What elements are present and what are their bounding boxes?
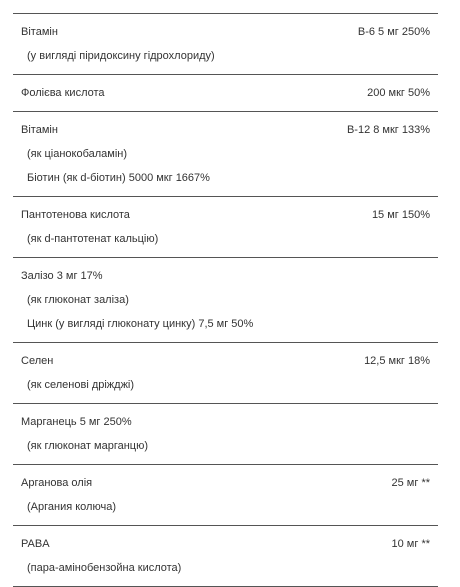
nutrient-label: Вітамін: [21, 124, 58, 136]
table-row: [13, 75, 438, 112]
row-main-line: [13, 410, 438, 434]
row-detail-line: [13, 142, 438, 166]
supplement-facts-table: [13, 13, 438, 587]
nutrient-label: (як глюконат марганцю): [27, 440, 148, 452]
nutrient-label: Селен: [21, 355, 54, 367]
row-detail-line: [13, 373, 438, 397]
row-detail-line: [13, 166, 438, 190]
nutrient-label: (Аргания колюча): [27, 501, 116, 513]
nutrient-label: (у вигляді піридоксину гідрохлориду): [27, 50, 215, 62]
row-main-line: [13, 118, 438, 142]
nutrient-label: Арганова олія: [21, 477, 93, 489]
nutrient-amount: 10 мг **: [391, 538, 430, 550]
row-main-line: [13, 81, 438, 105]
row-detail-line: [13, 288, 438, 312]
table-row: [13, 526, 438, 587]
nutrient-amount: B-12 8 мкг 133%: [346, 124, 430, 136]
nutrient-amount: 15 мг 150%: [371, 209, 430, 221]
row-detail-line: [13, 227, 438, 251]
row-detail-line: [13, 495, 438, 519]
nutrient-label: (як d-пантотенат кальцію): [27, 233, 159, 245]
row-detail-line: [13, 434, 438, 458]
row-detail-line: [13, 312, 438, 336]
row-main-line: [13, 20, 438, 44]
nutrient-label: Пантотенова кислота: [21, 209, 130, 221]
row-main-line: [13, 349, 438, 373]
nutrient-amount: 200 мкг 50%: [367, 87, 430, 99]
nutrient-label: (як ціанокобаламін): [27, 148, 128, 160]
nutrient-label: Марганець 5 мг 250%: [21, 416, 132, 428]
row-main-line: [13, 532, 438, 556]
nutrient-label: Біотин (як d-біотин) 5000 мкг 1667%: [27, 172, 210, 184]
nutrient-label: (пара-амінобензойна кислота): [27, 562, 182, 574]
table-row: [13, 197, 438, 258]
nutrient-label: (як селенові дріжджі): [27, 379, 135, 391]
nutrient-amount: B-6 5 мг 250%: [357, 26, 430, 38]
table-row: [13, 13, 438, 75]
nutrient-label: Фолієва кислота: [21, 87, 105, 99]
table-row: [13, 343, 438, 404]
table-row: [13, 112, 438, 197]
nutrient-amount: 12,5 мкг 18%: [364, 355, 430, 367]
row-detail-line: [13, 556, 438, 580]
nutrient-label: Вітамін: [21, 26, 58, 38]
row-detail-line: [13, 44, 438, 68]
row-main-line: [13, 471, 438, 495]
row-main-line: [13, 203, 438, 227]
nutrient-label: Залізо 3 мг 17%: [21, 270, 103, 282]
table-row: [13, 404, 438, 465]
table-row: [13, 465, 438, 526]
nutrient-label: (як глюконат заліза): [27, 294, 129, 306]
nutrient-label: PABA: [21, 538, 50, 550]
row-main-line: [13, 264, 438, 288]
nutrient-label: Цинк (у вигляді глюконату цинку) 7,5 мг 50%: [27, 318, 254, 330]
table-row: [13, 258, 438, 343]
nutrient-amount: 25 мг **: [391, 477, 430, 489]
